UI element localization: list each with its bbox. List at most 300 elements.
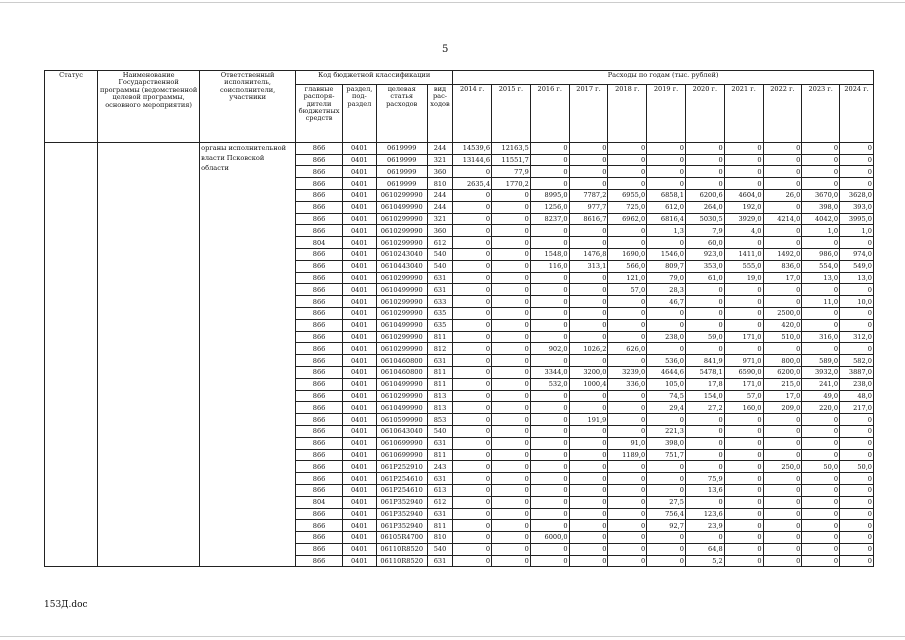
header-grbs: главные распоря- дители бюджетных средств bbox=[296, 84, 343, 142]
amount-cell: 0 bbox=[492, 508, 531, 520]
grbs-cell: 866 bbox=[296, 508, 343, 520]
grbs-cell: 866 bbox=[296, 461, 343, 473]
target-article-cell: 0619999 bbox=[376, 166, 427, 178]
target-article-cell: 061P254610 bbox=[376, 484, 427, 496]
amount-cell: 536,0 bbox=[647, 355, 686, 367]
amount-cell: 0 bbox=[530, 508, 569, 520]
amount-cell: 123,6 bbox=[685, 508, 724, 520]
grbs-cell: 866 bbox=[296, 520, 343, 532]
amount-cell: 0 bbox=[802, 178, 840, 190]
expense-kind-cell: 811 bbox=[427, 449, 453, 461]
section-cell: 0401 bbox=[343, 142, 377, 154]
amount-cell: 6816,4 bbox=[647, 213, 686, 225]
amount-cell: 3200,0 bbox=[569, 366, 608, 378]
amount-cell: 10,0 bbox=[840, 296, 874, 308]
amount-cell: 79,0 bbox=[647, 272, 686, 284]
expense-kind-cell: 631 bbox=[427, 355, 453, 367]
target-article-cell: 061P352940 bbox=[376, 508, 427, 520]
section-cell: 0401 bbox=[343, 532, 377, 544]
amount-cell: 1,0 bbox=[840, 225, 874, 237]
amount-cell: 393,0 bbox=[840, 201, 874, 213]
amount-cell: 0 bbox=[763, 154, 802, 166]
target-article-cell: 0610299990 bbox=[376, 296, 427, 308]
amount-cell: 0 bbox=[608, 390, 647, 402]
amount-cell: 0 bbox=[647, 555, 686, 567]
expense-kind-cell: 635 bbox=[427, 319, 453, 331]
amount-cell: 92,7 bbox=[647, 520, 686, 532]
amount-cell: 0 bbox=[608, 307, 647, 319]
amount-cell: 0 bbox=[647, 473, 686, 485]
target-article-cell: 0610499990 bbox=[376, 378, 427, 390]
amount-cell: 336,0 bbox=[608, 378, 647, 390]
amount-cell: 0 bbox=[492, 189, 531, 201]
amount-cell: 11551,7 bbox=[492, 154, 531, 166]
amount-cell: 0 bbox=[840, 437, 874, 449]
target-article-cell: 0610299990 bbox=[376, 189, 427, 201]
amount-cell: 0 bbox=[453, 272, 492, 284]
section-cell: 0401 bbox=[343, 225, 377, 237]
amount-cell: 28,3 bbox=[647, 284, 686, 296]
expense-kind-cell: 540 bbox=[427, 248, 453, 260]
grbs-cell: 866 bbox=[296, 343, 343, 355]
amount-cell: 756,4 bbox=[647, 508, 686, 520]
amount-cell: 1548,0 bbox=[530, 248, 569, 260]
amount-cell: 0 bbox=[530, 166, 569, 178]
amount-cell: 554,0 bbox=[802, 260, 840, 272]
amount-cell: 0 bbox=[608, 425, 647, 437]
amount-cell: 64,8 bbox=[685, 543, 724, 555]
amount-cell: 7787,2 bbox=[569, 189, 608, 201]
grbs-cell: 866 bbox=[296, 178, 343, 190]
amount-cell: 0 bbox=[763, 343, 802, 355]
amount-cell: 0 bbox=[763, 166, 802, 178]
amount-cell: 986,0 bbox=[802, 248, 840, 260]
expense-kind-cell: 811 bbox=[427, 520, 453, 532]
section-cell: 0401 bbox=[343, 201, 377, 213]
amount-cell: 0 bbox=[685, 449, 724, 461]
amount-cell: 0 bbox=[492, 532, 531, 544]
grbs-cell: 866 bbox=[296, 296, 343, 308]
amount-cell: 0 bbox=[453, 201, 492, 213]
amount-cell: 0 bbox=[530, 402, 569, 414]
amount-cell: 0 bbox=[840, 166, 874, 178]
amount-cell: 0 bbox=[453, 189, 492, 201]
target-article-cell: 0610499990 bbox=[376, 201, 427, 213]
amount-cell: 0 bbox=[840, 425, 874, 437]
expense-kind-cell: 360 bbox=[427, 166, 453, 178]
grbs-cell: 866 bbox=[296, 248, 343, 260]
expense-kind-cell: 633 bbox=[427, 296, 453, 308]
amount-cell: 0 bbox=[763, 201, 802, 213]
amount-cell: 17,8 bbox=[685, 378, 724, 390]
amount-cell: 17,0 bbox=[763, 272, 802, 284]
amount-cell: 751,7 bbox=[647, 449, 686, 461]
amount-cell: 0 bbox=[453, 425, 492, 437]
section-cell: 0401 bbox=[343, 319, 377, 331]
amount-cell: 0 bbox=[453, 508, 492, 520]
amount-cell: 809,7 bbox=[647, 260, 686, 272]
header-expense-kind: вид рас- ходов bbox=[427, 84, 453, 142]
amount-cell: 0 bbox=[647, 178, 686, 190]
section-cell: 0401 bbox=[343, 484, 377, 496]
amount-cell: 0 bbox=[840, 520, 874, 532]
header-year: 2015 г. bbox=[492, 84, 531, 142]
section-cell: 0401 bbox=[343, 508, 377, 520]
target-article-cell: 0610499990 bbox=[376, 402, 427, 414]
amount-cell: 0 bbox=[453, 532, 492, 544]
amount-cell: 0 bbox=[647, 307, 686, 319]
amount-cell: 6200,6 bbox=[685, 189, 724, 201]
amount-cell: 0 bbox=[763, 178, 802, 190]
target-article-cell: 0610299990 bbox=[376, 272, 427, 284]
amount-cell: 0 bbox=[530, 272, 569, 284]
expense-kind-cell: 631 bbox=[427, 555, 453, 567]
amount-cell: 0 bbox=[569, 496, 608, 508]
amount-cell: 0 bbox=[530, 437, 569, 449]
amount-cell: 0 bbox=[840, 343, 874, 355]
header-executor: Ответственный исполнитель, соисполнители, участники bbox=[200, 71, 296, 143]
amount-cell: 12163,5 bbox=[492, 142, 531, 154]
section-cell: 0401 bbox=[343, 237, 377, 249]
amount-cell: 0 bbox=[453, 307, 492, 319]
amount-cell: 312,0 bbox=[840, 331, 874, 343]
amount-cell: 0 bbox=[763, 414, 802, 426]
section-cell: 0401 bbox=[343, 154, 377, 166]
amount-cell: 4604,0 bbox=[724, 189, 763, 201]
amount-cell: 221,3 bbox=[647, 425, 686, 437]
amount-cell: 0 bbox=[608, 555, 647, 567]
section-cell: 0401 bbox=[343, 189, 377, 201]
grbs-cell: 866 bbox=[296, 473, 343, 485]
grbs-cell: 866 bbox=[296, 425, 343, 437]
amount-cell: 27,5 bbox=[647, 496, 686, 508]
amount-cell: 0 bbox=[569, 508, 608, 520]
section-cell: 0401 bbox=[343, 343, 377, 355]
amount-cell: 49,0 bbox=[802, 390, 840, 402]
amount-cell: 6955,0 bbox=[608, 189, 647, 201]
grbs-cell: 866 bbox=[296, 189, 343, 201]
section-cell: 0401 bbox=[343, 402, 377, 414]
amount-cell: 171,0 bbox=[724, 331, 763, 343]
amount-cell: 0 bbox=[724, 532, 763, 544]
amount-cell: 75,9 bbox=[685, 473, 724, 485]
amount-cell: 0 bbox=[724, 555, 763, 567]
amount-cell: 0 bbox=[492, 307, 531, 319]
amount-cell: 1546,0 bbox=[647, 248, 686, 260]
amount-cell: 57,0 bbox=[608, 284, 647, 296]
amount-cell: 48,0 bbox=[840, 390, 874, 402]
amount-cell: 0 bbox=[453, 284, 492, 296]
grbs-cell: 866 bbox=[296, 154, 343, 166]
amount-cell: 5478,1 bbox=[685, 366, 724, 378]
amount-cell: 0 bbox=[763, 437, 802, 449]
amount-cell: 57,0 bbox=[724, 390, 763, 402]
expense-kind-cell: 360 bbox=[427, 225, 453, 237]
amount-cell: 0 bbox=[530, 449, 569, 461]
amount-cell: 0 bbox=[453, 543, 492, 555]
header-year: 2019 г. bbox=[647, 84, 686, 142]
amount-cell: 0 bbox=[724, 166, 763, 178]
grbs-cell: 804 bbox=[296, 237, 343, 249]
amount-cell: 0 bbox=[453, 555, 492, 567]
expense-kind-cell: 810 bbox=[427, 178, 453, 190]
expense-kind-cell: 612 bbox=[427, 237, 453, 249]
amount-cell: 1256,0 bbox=[530, 201, 569, 213]
amount-cell: 217,0 bbox=[840, 402, 874, 414]
amount-cell: 8237,0 bbox=[530, 213, 569, 225]
amount-cell: 589,0 bbox=[802, 355, 840, 367]
amount-cell: 0 bbox=[608, 296, 647, 308]
amount-cell: 74,5 bbox=[647, 390, 686, 402]
amount-cell: 3932,0 bbox=[802, 366, 840, 378]
amount-cell: 0 bbox=[453, 248, 492, 260]
grbs-cell: 866 bbox=[296, 225, 343, 237]
amount-cell: 0 bbox=[492, 201, 531, 213]
amount-cell: 0 bbox=[492, 319, 531, 331]
amount-cell: 0 bbox=[453, 461, 492, 473]
expense-kind-cell: 810 bbox=[427, 532, 453, 544]
grbs-cell: 866 bbox=[296, 355, 343, 367]
expense-kind-cell: 244 bbox=[427, 201, 453, 213]
amount-cell: 0 bbox=[453, 166, 492, 178]
grbs-cell: 866 bbox=[296, 166, 343, 178]
amount-cell: 0 bbox=[453, 390, 492, 402]
amount-cell: 3628,0 bbox=[840, 189, 874, 201]
amount-cell: 0 bbox=[685, 319, 724, 331]
amount-cell: 105,0 bbox=[647, 378, 686, 390]
amount-cell: 0 bbox=[724, 496, 763, 508]
amount-cell: 0 bbox=[802, 343, 840, 355]
amount-cell: 1000,4 bbox=[569, 378, 608, 390]
amount-cell: 0 bbox=[763, 142, 802, 154]
amount-cell: 0 bbox=[569, 520, 608, 532]
amount-cell: 313,1 bbox=[569, 260, 608, 272]
amount-cell: 0 bbox=[802, 449, 840, 461]
amount-cell: 0 bbox=[685, 142, 724, 154]
header-target-article: целевая статья расходов bbox=[376, 84, 427, 142]
header-year: 2020 г. bbox=[685, 84, 724, 142]
amount-cell: 1770,2 bbox=[492, 178, 531, 190]
grbs-cell: 866 bbox=[296, 319, 343, 331]
scan-edge-bottom bbox=[0, 636, 905, 637]
amount-cell: 59,0 bbox=[685, 331, 724, 343]
amount-cell: 0 bbox=[685, 425, 724, 437]
amount-cell: 0 bbox=[492, 355, 531, 367]
amount-cell: 0 bbox=[569, 437, 608, 449]
amount-cell: 532,0 bbox=[530, 378, 569, 390]
amount-cell: 0 bbox=[569, 154, 608, 166]
amount-cell: 0 bbox=[840, 532, 874, 544]
amount-cell: 0 bbox=[453, 343, 492, 355]
amount-cell: 29,4 bbox=[647, 402, 686, 414]
expense-kind-cell: 853 bbox=[427, 414, 453, 426]
amount-cell: 0 bbox=[530, 142, 569, 154]
amount-cell: 0 bbox=[453, 520, 492, 532]
expense-kind-cell: 243 bbox=[427, 461, 453, 473]
expense-kind-cell: 812 bbox=[427, 343, 453, 355]
table-body bbox=[45, 142, 874, 567]
amount-cell: 0 bbox=[724, 154, 763, 166]
header-year: 2022 г. bbox=[763, 84, 802, 142]
amount-cell: 0 bbox=[569, 272, 608, 284]
grbs-cell: 866 bbox=[296, 142, 343, 154]
amount-cell: 0 bbox=[608, 496, 647, 508]
amount-cell: 398,0 bbox=[647, 437, 686, 449]
amount-cell: 19,0 bbox=[724, 272, 763, 284]
expense-kind-cell: 244 bbox=[427, 189, 453, 201]
amount-cell: 4214,0 bbox=[763, 213, 802, 225]
expense-kind-cell: 813 bbox=[427, 390, 453, 402]
amount-cell: 264,0 bbox=[685, 201, 724, 213]
amount-cell: 0 bbox=[569, 142, 608, 154]
amount-cell: 0 bbox=[763, 555, 802, 567]
grbs-cell: 866 bbox=[296, 366, 343, 378]
section-cell: 0401 bbox=[343, 543, 377, 555]
amount-cell: 77,9 bbox=[492, 166, 531, 178]
section-cell: 0401 bbox=[343, 248, 377, 260]
amount-cell: 0 bbox=[840, 496, 874, 508]
amount-cell: 0 bbox=[492, 461, 531, 473]
amount-cell: 725,0 bbox=[608, 201, 647, 213]
amount-cell: 3239,0 bbox=[608, 366, 647, 378]
amount-cell: 0 bbox=[608, 166, 647, 178]
amount-cell: 0 bbox=[724, 425, 763, 437]
header-year: 2016 г. bbox=[530, 84, 569, 142]
grbs-cell: 866 bbox=[296, 284, 343, 296]
amount-cell: 0 bbox=[492, 272, 531, 284]
amount-cell: 0 bbox=[724, 437, 763, 449]
amount-cell: 0 bbox=[492, 366, 531, 378]
amount-cell: 0 bbox=[530, 414, 569, 426]
amount-cell: 0 bbox=[647, 461, 686, 473]
amount-cell: 50,0 bbox=[802, 461, 840, 473]
amount-cell: 626,0 bbox=[608, 343, 647, 355]
amount-cell: 0 bbox=[453, 366, 492, 378]
amount-cell: 0 bbox=[608, 461, 647, 473]
amount-cell: 0 bbox=[685, 307, 724, 319]
amount-cell: 0 bbox=[492, 225, 531, 237]
amount-cell: 0 bbox=[453, 402, 492, 414]
target-article-cell: 0610699990 bbox=[376, 449, 427, 461]
amount-cell: 0 bbox=[802, 508, 840, 520]
amount-cell: 0 bbox=[453, 496, 492, 508]
amount-cell: 0 bbox=[569, 461, 608, 473]
amount-cell: 0 bbox=[724, 414, 763, 426]
amount-cell: 0 bbox=[608, 355, 647, 367]
scan-edge-top bbox=[0, 2, 905, 3]
table-row bbox=[45, 142, 874, 154]
amount-cell: 0 bbox=[685, 296, 724, 308]
expense-kind-cell: 631 bbox=[427, 272, 453, 284]
amount-cell: 0 bbox=[802, 166, 840, 178]
grbs-cell: 866 bbox=[296, 437, 343, 449]
amount-cell: 0 bbox=[492, 449, 531, 461]
section-cell: 0401 bbox=[343, 520, 377, 532]
amount-cell: 0 bbox=[530, 484, 569, 496]
target-article-cell: 0610299990 bbox=[376, 237, 427, 249]
grbs-cell: 866 bbox=[296, 272, 343, 284]
amount-cell: 0 bbox=[530, 307, 569, 319]
amount-cell: 398,0 bbox=[802, 201, 840, 213]
amount-cell: 0 bbox=[724, 473, 763, 485]
amount-cell: 209,0 bbox=[763, 402, 802, 414]
amount-cell: 0 bbox=[724, 296, 763, 308]
amount-cell: 0 bbox=[453, 237, 492, 249]
program-name-cell bbox=[98, 142, 200, 567]
grbs-cell: 866 bbox=[296, 307, 343, 319]
amount-cell: 923,0 bbox=[685, 248, 724, 260]
amount-cell: 0 bbox=[608, 331, 647, 343]
amount-cell: 0 bbox=[492, 260, 531, 272]
header-year: 2014 г. bbox=[453, 84, 492, 142]
amount-cell: 0 bbox=[569, 166, 608, 178]
amount-cell: 116,0 bbox=[530, 260, 569, 272]
header-year: 2023 г. bbox=[802, 84, 840, 142]
target-article-cell: 0610443040 bbox=[376, 260, 427, 272]
target-article-cell: 0610299990 bbox=[376, 331, 427, 343]
amount-cell: 0 bbox=[724, 520, 763, 532]
amount-cell: 0 bbox=[453, 319, 492, 331]
expense-kind-cell: 612 bbox=[427, 496, 453, 508]
amount-cell: 0 bbox=[763, 508, 802, 520]
amount-cell: 91,0 bbox=[608, 437, 647, 449]
amount-cell: 0 bbox=[530, 543, 569, 555]
amount-cell: 0 bbox=[608, 178, 647, 190]
grbs-cell: 866 bbox=[296, 260, 343, 272]
amount-cell: 8995,0 bbox=[530, 189, 569, 201]
amount-cell: 0 bbox=[685, 414, 724, 426]
amount-cell: 0 bbox=[840, 508, 874, 520]
amount-cell: 3670,0 bbox=[802, 189, 840, 201]
amount-cell: 1,0 bbox=[802, 225, 840, 237]
amount-cell: 0 bbox=[724, 484, 763, 496]
amount-cell: 0 bbox=[530, 496, 569, 508]
amount-cell: 3887,0 bbox=[840, 366, 874, 378]
amount-cell: 171,0 bbox=[724, 378, 763, 390]
amount-cell: 0 bbox=[763, 520, 802, 532]
amount-cell: 0 bbox=[840, 142, 874, 154]
amount-cell: 154,0 bbox=[685, 390, 724, 402]
amount-cell: 0 bbox=[608, 154, 647, 166]
grbs-cell: 866 bbox=[296, 201, 343, 213]
amount-cell: 1,3 bbox=[647, 225, 686, 237]
target-article-cell: 0610643040 bbox=[376, 425, 427, 437]
amount-cell: 0 bbox=[724, 461, 763, 473]
amount-cell: 612,0 bbox=[647, 201, 686, 213]
section-cell: 0401 bbox=[343, 414, 377, 426]
header-budget-code: Код бюджетной классификации bbox=[296, 71, 453, 85]
amount-cell: 46,7 bbox=[647, 296, 686, 308]
amount-cell: 13,0 bbox=[802, 272, 840, 284]
amount-cell: 6000,0 bbox=[530, 532, 569, 544]
target-article-cell: 06105R4700 bbox=[376, 532, 427, 544]
amount-cell: 0 bbox=[453, 355, 492, 367]
amount-cell: 5030,5 bbox=[685, 213, 724, 225]
target-article-cell: 0610460800 bbox=[376, 355, 427, 367]
amount-cell: 0 bbox=[569, 178, 608, 190]
section-cell: 0401 bbox=[343, 449, 377, 461]
target-article-cell: 0610299990 bbox=[376, 225, 427, 237]
amount-cell: 0 bbox=[763, 496, 802, 508]
amount-cell: 6858,1 bbox=[647, 189, 686, 201]
amount-cell: 0 bbox=[840, 307, 874, 319]
target-article-cell: 0610599990 bbox=[376, 414, 427, 426]
target-article-cell: 0610299990 bbox=[376, 307, 427, 319]
section-cell: 0401 bbox=[343, 555, 377, 567]
amount-cell: 1476,8 bbox=[569, 248, 608, 260]
amount-cell: 0 bbox=[840, 414, 874, 426]
amount-cell: 0 bbox=[685, 437, 724, 449]
